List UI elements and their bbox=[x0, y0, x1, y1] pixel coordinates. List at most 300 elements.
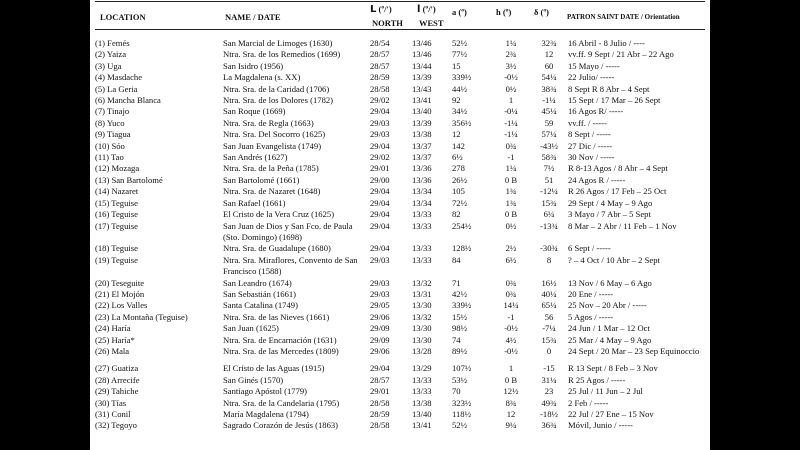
table-row bbox=[95, 106, 705, 117]
cell-altitude: 6½ bbox=[505, 254, 517, 265]
cell-location: (3) Uga bbox=[95, 60, 122, 71]
cell-longitude: 13/40 bbox=[412, 106, 432, 117]
cell-latitude: 28/58 bbox=[370, 83, 390, 94]
cell-altitude: 0 B bbox=[504, 174, 518, 185]
cell-declination: 60 bbox=[544, 60, 554, 71]
cell-name-date: Ntra. Sra. de los Remedios (1699) bbox=[223, 49, 341, 60]
header-patron: PATRON SAINT DATE / Orientation bbox=[567, 13, 680, 21]
table-row bbox=[95, 38, 705, 49]
cell-patron: 25 Nov – 20 Abr / ----- bbox=[568, 300, 647, 311]
cell-name-date: San Sebastián (1661) bbox=[223, 288, 297, 299]
cell-location: (2) Yaiza bbox=[95, 49, 127, 60]
cell-altitude: 3½ bbox=[505, 60, 517, 71]
cell-azimuth: 53½ bbox=[452, 374, 468, 385]
cell-latitude: 29/02 bbox=[370, 152, 390, 163]
cell-latitude: 29/03 bbox=[370, 254, 390, 265]
cell-latitude: 29/09 bbox=[370, 323, 390, 334]
cell-name-date: San Isidro (1956) bbox=[223, 60, 284, 71]
cell-latitude: 29/04 bbox=[370, 209, 390, 220]
cell-patron: 16 Abril - 8 Julio / ---- bbox=[568, 38, 645, 48]
cell-altitude: 0 B bbox=[504, 374, 518, 385]
cell-altitude: 0½ bbox=[505, 220, 517, 231]
cell-longitude: 13/33 bbox=[412, 243, 432, 254]
cell-altitude: -0½ bbox=[504, 72, 518, 83]
cell-declination: 58¾ bbox=[541, 152, 557, 163]
cell-declination: 0 bbox=[546, 345, 552, 356]
cell-patron: 20 Ene / ----- bbox=[568, 288, 614, 299]
cell-name-date: Ntra. Sra. de la Candelaria (1795) bbox=[223, 397, 340, 408]
table-row bbox=[95, 278, 705, 289]
cell-longitude: 13/30 bbox=[412, 334, 432, 345]
table-row bbox=[95, 152, 705, 163]
table-row bbox=[95, 163, 705, 174]
cell-declination: 8 bbox=[546, 254, 552, 265]
cell-latitude: 29/01 bbox=[370, 386, 390, 397]
table-row bbox=[95, 420, 705, 431]
cell-declination: 54¼ bbox=[541, 72, 557, 83]
table-row bbox=[95, 49, 705, 60]
cell-altitude: -1 bbox=[507, 152, 515, 163]
cell-longitude: 13/30 bbox=[412, 323, 432, 334]
cell-name-date: Ntra. Sra. Del Socorro (1625) bbox=[223, 129, 326, 140]
cell-declination: 49¾ bbox=[541, 397, 557, 408]
cell-declination: 7½ bbox=[543, 163, 555, 174]
cell-patron: R 8-13 Agos / 8 Abr – 4 Sept bbox=[568, 163, 668, 174]
cell-altitude: 14¼ bbox=[503, 300, 519, 311]
cell-declination: -7¼ bbox=[542, 323, 556, 334]
cell-patron: 2 Feb / ----- bbox=[568, 397, 609, 408]
cell-patron: 24 Agos R / ----- bbox=[568, 174, 626, 185]
cell-location: (29) Tahiche bbox=[95, 386, 139, 397]
cell-declination: -30¾ bbox=[540, 243, 558, 254]
cell-patron: 30 Nov / ----- bbox=[568, 152, 615, 163]
table-row bbox=[95, 323, 705, 334]
cell-patron: 24 Sept / 20 Mar – 23 Sep Equinoccio bbox=[568, 345, 700, 356]
cell-altitude: 1¼ bbox=[505, 163, 517, 174]
table-row bbox=[95, 209, 705, 220]
cell-declination: 32¾ bbox=[541, 38, 557, 48]
cell-location: (32) Tegoyo bbox=[95, 420, 137, 431]
cell-patron: ? – 4 Oct / 10 Abr – 2 Sept bbox=[568, 254, 660, 265]
cell-longitude: 13/34 bbox=[412, 186, 432, 197]
cell-name-date: Santa Catalina (1749) bbox=[223, 300, 298, 311]
cell-altitude: -1 bbox=[507, 311, 515, 322]
cell-altitude: -0½ bbox=[504, 345, 518, 356]
cell-azimuth: 6½ bbox=[452, 152, 463, 163]
cell-latitude: 29/04 bbox=[370, 106, 390, 117]
cell-azimuth: 34½ bbox=[452, 106, 468, 117]
cell-latitude: 29/01 bbox=[370, 163, 390, 174]
cell-name-date: Ntra. Sra. de Nazaret (1648) bbox=[223, 186, 321, 197]
cell-location: (4) Masdache bbox=[95, 72, 143, 83]
cell-latitude: 28/57 bbox=[370, 49, 390, 60]
table-row bbox=[95, 398, 705, 409]
cell-azimuth: 323½ bbox=[452, 397, 472, 408]
table-row bbox=[95, 375, 705, 386]
cell-azimuth: 82 bbox=[452, 209, 461, 220]
cell-longitude: 13/38 bbox=[412, 397, 432, 408]
cell-location: (12) Mozaga bbox=[95, 163, 140, 174]
cell-name-date: Ntra. Sra. de Encarnación (1631) bbox=[223, 334, 337, 345]
cell-altitude: 1¾ bbox=[505, 186, 517, 197]
header-latitude bbox=[370, 4, 392, 15]
cell-azimuth: 77½ bbox=[452, 49, 468, 60]
cell-altitude: 9¼ bbox=[505, 420, 517, 431]
cell-name-date: San Juan de Dios y San Fco. de Paula (Sto. Domingo) (1698) bbox=[223, 220, 353, 242]
cell-longitude: 13/32 bbox=[412, 277, 432, 288]
cell-patron: 16 Agos R/ ----- bbox=[568, 106, 624, 117]
cell-azimuth: 15 bbox=[452, 60, 461, 71]
cell-altitude: -0¼ bbox=[504, 106, 518, 117]
cell-location: (27) Guatiza bbox=[95, 363, 139, 374]
cell-name-date: Ntra. Sra. de los Dolores (1782) bbox=[223, 95, 334, 106]
cell-name-date: María Magdalena (1794) bbox=[223, 409, 309, 419]
cell-patron: 8 Sept / ----- bbox=[568, 129, 611, 140]
cell-name-date: San Ginés (1570) bbox=[223, 374, 284, 385]
cell-latitude: 29/04 bbox=[370, 140, 390, 151]
cell-location: (24) Haría bbox=[95, 323, 131, 334]
cell-azimuth: 12 bbox=[452, 129, 461, 140]
cell-location: (20) Teseguite bbox=[95, 277, 145, 288]
cell-altitude: 2½ bbox=[505, 243, 517, 254]
lat-unit: (º/') bbox=[378, 4, 392, 14]
cell-altitude: 12½ bbox=[503, 386, 519, 397]
table-row bbox=[95, 141, 705, 152]
left-letterbox bbox=[0, 0, 90, 450]
cell-patron: 25 Mar / 4 May – 9 Ago bbox=[568, 334, 652, 345]
cell-declination: -43½ bbox=[540, 140, 558, 151]
cell-longitude: 13/44 bbox=[412, 60, 432, 71]
cell-location: (23) La Montaña (Teguise) bbox=[95, 311, 188, 322]
cell-location: (17) Teguise bbox=[95, 220, 138, 231]
cell-azimuth: 356½ bbox=[452, 117, 472, 128]
cell-latitude: 29/03 bbox=[370, 277, 390, 288]
cell-latitude: 29/04 bbox=[370, 220, 390, 231]
cell-altitude: 1¾ bbox=[505, 197, 517, 208]
cell-longitude: 13/46 bbox=[412, 38, 432, 48]
cell-altitude: 0¾ bbox=[505, 288, 517, 299]
cell-longitude: 13/28 bbox=[412, 345, 432, 356]
cell-latitude: 29/04 bbox=[370, 197, 390, 208]
header-latitude-sub: NORTH bbox=[372, 18, 403, 28]
cell-longitude: 13/31 bbox=[412, 288, 432, 299]
cell-name-date: San Juan (1625) bbox=[223, 323, 279, 334]
cell-name-date: San Bartolomé (1661) bbox=[223, 174, 300, 185]
cell-longitude: 13/33 bbox=[412, 386, 432, 397]
table-row bbox=[95, 386, 705, 397]
cell-altitude: 1¼ bbox=[505, 38, 517, 48]
cell-azimuth: 15½ bbox=[452, 311, 468, 322]
cell-location: (18) Teguise bbox=[95, 243, 138, 254]
cell-name-date: Ntra. Sra. de la Peña (1785) bbox=[223, 163, 319, 174]
cell-patron: 13 Nov / 6 May – 6 Ago bbox=[568, 277, 652, 288]
cell-longitude: 13/41 bbox=[412, 95, 432, 106]
cell-patron: 27 Dic / ----- bbox=[568, 140, 613, 151]
cell-name-date: Ntra. Sra. de las Mercedes (1809) bbox=[223, 345, 339, 356]
cell-azimuth: 42½ bbox=[452, 288, 468, 299]
cell-azimuth: 339½ bbox=[452, 300, 472, 311]
cell-declination: 36¾ bbox=[541, 420, 557, 431]
cell-location: (16) Teguise bbox=[95, 209, 138, 220]
cell-name-date: San Andrés (1627) bbox=[223, 152, 288, 163]
cell-patron: Móvil, Junio / ----- bbox=[568, 420, 633, 431]
cell-declination: -1¼ bbox=[542, 95, 556, 106]
cell-latitude: 29/06 bbox=[370, 311, 390, 322]
cell-altitude: 8¾ bbox=[505, 397, 517, 408]
cell-name-date: La Magdalena (s. XX) bbox=[223, 72, 301, 83]
document-page bbox=[90, 0, 710, 450]
cell-patron: 15 Sept / 17 Mar – 26 Sept bbox=[568, 95, 661, 106]
cell-patron: 6 Sept / ----- bbox=[568, 243, 611, 254]
cell-location: (9) Tiagua bbox=[95, 129, 131, 140]
cell-longitude: 13/38 bbox=[412, 129, 432, 140]
cell-patron: 29 Sept / 4 May – 9 Ago bbox=[568, 197, 653, 208]
cell-longitude: 13/36 bbox=[412, 174, 432, 185]
cell-name-date: Santiago Apóstol (1779) bbox=[223, 386, 308, 397]
table-row bbox=[95, 335, 705, 346]
cell-longitude: 13/43 bbox=[412, 83, 432, 94]
cell-patron: R 13 Sept / 8 Feb – 3 Nov bbox=[568, 363, 658, 374]
cell-altitude: 1 bbox=[508, 363, 514, 374]
cell-name-date: Sagrado Corazón de Jesús (1863) bbox=[223, 420, 339, 431]
cell-latitude: 28/57 bbox=[370, 60, 390, 71]
right-letterbox bbox=[710, 0, 800, 450]
cell-location: (31) Conil bbox=[95, 409, 131, 419]
cell-latitude: 28/59 bbox=[370, 409, 390, 419]
header-location: LOCATION bbox=[100, 12, 146, 22]
cell-declination: 56 bbox=[544, 311, 554, 322]
cell-declination: 57¼ bbox=[541, 129, 557, 140]
table-row bbox=[95, 289, 705, 300]
cell-altitude: 4½ bbox=[505, 334, 517, 345]
cell-azimuth: 142 bbox=[452, 140, 465, 151]
cell-declination: 12 bbox=[544, 49, 554, 60]
table-body bbox=[95, 38, 705, 432]
cell-latitude: 29/09 bbox=[370, 334, 390, 345]
cell-altitude: -1¼ bbox=[504, 129, 518, 140]
cell-declination: 15¾ bbox=[541, 197, 557, 208]
cell-longitude: 13/33 bbox=[412, 374, 432, 385]
cell-location: (22) Los Valles bbox=[95, 300, 148, 311]
header-longitude bbox=[417, 4, 436, 15]
table-row bbox=[95, 312, 705, 323]
cell-altitude: 0¾ bbox=[505, 277, 517, 288]
cell-patron: 15 Mayo / ----- bbox=[568, 60, 620, 71]
cell-azimuth: 89½ bbox=[452, 345, 468, 356]
cell-declination: -15 bbox=[543, 363, 555, 374]
cell-declination: 31¼ bbox=[541, 374, 557, 385]
cell-location: (8) Yuco bbox=[95, 117, 125, 128]
cell-altitude: 1 bbox=[508, 95, 514, 106]
cell-declination: 59 bbox=[544, 117, 554, 128]
cell-latitude: 29/03 bbox=[370, 288, 390, 299]
cell-latitude: 28/58 bbox=[370, 397, 390, 408]
header-longitude-sub: WEST bbox=[419, 18, 444, 28]
cell-declination: -13¾ bbox=[540, 220, 558, 231]
cell-declination: -12¼ bbox=[540, 186, 558, 197]
cell-latitude: 28/58 bbox=[370, 420, 390, 431]
cell-location: (19) Teguise bbox=[95, 254, 138, 265]
cell-patron: 22 Jul / 27 Ene – 15 Nov bbox=[568, 409, 654, 419]
table-row bbox=[95, 84, 705, 95]
cell-declination: 65¼ bbox=[541, 300, 557, 311]
cell-altitude: 0¾ bbox=[505, 140, 517, 151]
cell-name-date: San Juan Evangelista (1749) bbox=[223, 140, 322, 151]
lon-symbol: l bbox=[417, 4, 421, 15]
header-name-date: NAME / DATE bbox=[225, 12, 281, 22]
cell-longitude: 13/33 bbox=[412, 209, 432, 220]
cell-patron: 3 Mayo / 7 Abr – 5 Sept bbox=[568, 209, 651, 220]
cell-patron: R 25 Agos / ----- bbox=[568, 374, 626, 385]
table-row bbox=[95, 198, 705, 209]
cell-location: (10) Sóo bbox=[95, 140, 125, 151]
cell-altitude: 12 bbox=[506, 409, 516, 419]
cell-longitude: 13/41 bbox=[412, 420, 432, 431]
cell-azimuth: 254½ bbox=[452, 220, 472, 231]
table-row bbox=[95, 118, 705, 129]
cell-longitude: 13/39 bbox=[412, 117, 432, 128]
cell-declination: -18½ bbox=[540, 409, 558, 419]
cell-longitude: 13/32 bbox=[412, 311, 432, 322]
cell-location: (28) Arrecife bbox=[95, 374, 140, 385]
cell-declination: 38¾ bbox=[541, 83, 557, 94]
cell-azimuth: 105 bbox=[452, 186, 465, 197]
cell-longitude: 13/34 bbox=[412, 197, 432, 208]
cell-location: (30) Tías bbox=[95, 397, 127, 408]
cell-location: (13) San Bartolomé bbox=[95, 174, 163, 185]
cell-latitude: 29/03 bbox=[370, 129, 390, 140]
cell-declination: 45¼ bbox=[541, 106, 557, 117]
header-altitude: h (º) bbox=[496, 7, 512, 17]
cell-azimuth: 339½ bbox=[452, 72, 472, 83]
cell-azimuth: 72½ bbox=[452, 197, 468, 208]
top-rule bbox=[95, 1, 705, 2]
cell-altitude: 0 B bbox=[504, 209, 518, 220]
table-row bbox=[95, 221, 705, 244]
table-row bbox=[95, 129, 705, 140]
cell-patron: vv.ff. / ----- bbox=[568, 117, 607, 128]
cell-location: (7) Tinajo bbox=[95, 106, 130, 117]
cell-altitude: -1¼ bbox=[504, 117, 518, 128]
lon-unit: (º/') bbox=[422, 4, 436, 14]
cell-altitude: 0½ bbox=[505, 83, 517, 94]
cell-azimuth: 52½ bbox=[452, 38, 468, 48]
cell-patron: vv.ff. 9 Sept / 21 Abr – 22 Ago bbox=[568, 49, 674, 60]
cell-name-date: San Leandro (1674) bbox=[223, 277, 292, 288]
cell-longitude: 13/39 bbox=[412, 72, 432, 83]
cell-name-date: El Cristo de las Aguas (1915) bbox=[223, 363, 325, 374]
cell-latitude: 29/04 bbox=[370, 243, 390, 254]
cell-longitude: 13/29 bbox=[412, 363, 432, 374]
cell-location: (6) Mancha Blanca bbox=[95, 95, 161, 106]
cell-azimuth: 118½ bbox=[452, 409, 472, 419]
cell-altitude: -0½ bbox=[504, 323, 518, 334]
cell-name-date: Ntra. Sra. de Regla (1663) bbox=[223, 117, 314, 128]
table-row bbox=[95, 243, 705, 254]
cell-azimuth: 278 bbox=[452, 163, 465, 174]
cell-azimuth: 52½ bbox=[452, 420, 468, 431]
cell-azimuth: 74 bbox=[452, 334, 461, 345]
cell-altitude: 2¾ bbox=[505, 49, 517, 60]
cell-latitude: 29/04 bbox=[370, 186, 390, 197]
cell-azimuth: 71 bbox=[452, 277, 461, 288]
table-row bbox=[95, 95, 705, 106]
lat-symbol: L bbox=[370, 4, 377, 15]
cell-declination: 51 bbox=[544, 174, 554, 185]
cell-azimuth: 26½ bbox=[452, 174, 468, 185]
cell-longitude: 13/33 bbox=[412, 220, 432, 231]
cell-latitude: 28/57 bbox=[370, 374, 390, 385]
cell-declination: 23 bbox=[544, 386, 554, 397]
cell-azimuth: 44½ bbox=[452, 83, 468, 94]
header-azimuth: a (º) bbox=[452, 7, 467, 17]
cell-name-date: San Rafael (1661) bbox=[223, 197, 286, 208]
cell-latitude: 29/06 bbox=[370, 345, 390, 356]
cell-azimuth: 92 bbox=[452, 95, 461, 106]
cell-patron: R 26 Agos / 17 Feb – 25 Oct bbox=[568, 186, 667, 197]
cell-longitude: 13/33 bbox=[412, 254, 432, 265]
table-row bbox=[95, 357, 705, 374]
cell-latitude: 29/02 bbox=[370, 95, 390, 106]
cell-location: (11) Tao bbox=[95, 152, 124, 163]
cell-name-date: Ntra. Sra. de Guadalupe (1680) bbox=[223, 243, 331, 254]
cell-patron: 8 Sept R 8 Abr – 4 Sept bbox=[568, 83, 650, 94]
table-row bbox=[95, 255, 705, 278]
cell-longitude: 13/37 bbox=[412, 140, 432, 151]
cell-latitude: 28/59 bbox=[370, 72, 390, 83]
cell-declination: 16½ bbox=[541, 277, 557, 288]
cell-name-date: El Cristo de la Vera Cruz (1625) bbox=[223, 209, 335, 220]
cell-azimuth: 98½ bbox=[452, 323, 468, 334]
cell-latitude: 29/05 bbox=[370, 300, 390, 311]
table-row bbox=[95, 409, 705, 420]
cell-longitude: 13/46 bbox=[412, 49, 432, 60]
cell-azimuth: 128½ bbox=[452, 243, 472, 254]
table-row bbox=[95, 300, 705, 311]
cell-declination: 40¼ bbox=[541, 288, 557, 299]
cell-longitude: 13/40 bbox=[412, 409, 432, 419]
cell-location: (1) Femés bbox=[95, 38, 130, 48]
cell-patron: 22 Julio/ ----- bbox=[568, 72, 615, 83]
cell-name-date: San Marcial de Limoges (1630) bbox=[223, 38, 333, 48]
cell-location: (5) La Geria bbox=[95, 83, 138, 94]
cell-patron: 24 Jun / 1 Mar – 12 Oct bbox=[568, 323, 650, 334]
cell-name-date: San Roque (1669) bbox=[223, 106, 286, 117]
table-row bbox=[95, 346, 705, 357]
cell-latitude: 28/54 bbox=[370, 38, 390, 48]
table-row bbox=[95, 72, 705, 83]
cell-patron: 25 Jul / 11 Jun – 2 Jul bbox=[568, 386, 643, 397]
cell-patron: 8 Mar – 2 Abr / 11 Feb – 1 Nov bbox=[568, 220, 677, 231]
cell-latitude: 29/00 bbox=[370, 174, 390, 185]
cell-declination: 15¾ bbox=[541, 334, 557, 345]
cell-location: (14) Nazaret bbox=[95, 186, 139, 197]
table-row bbox=[95, 186, 705, 197]
cell-longitude: 13/30 bbox=[412, 300, 432, 311]
cell-declination: 6¼ bbox=[543, 209, 555, 220]
cell-name-date: Ntra. Sra. de las Nieves (1661) bbox=[223, 311, 330, 322]
cell-azimuth: 107½ bbox=[452, 363, 472, 374]
cell-longitude: 13/36 bbox=[412, 163, 432, 174]
cell-name-date: Ntra. Sra. Miraflores, Convento de San Francisco (1588) bbox=[223, 254, 358, 277]
cell-patron: 5 Agos / ----- bbox=[568, 311, 614, 322]
cell-location: (15) Teguise bbox=[95, 197, 138, 208]
cell-longitude: 13/37 bbox=[412, 152, 432, 163]
cell-azimuth: 84 bbox=[452, 254, 461, 265]
cell-latitude: 29/04 bbox=[370, 363, 390, 374]
cell-location: (26) Mala bbox=[95, 345, 130, 356]
header-declination: δ (º) bbox=[534, 7, 550, 17]
